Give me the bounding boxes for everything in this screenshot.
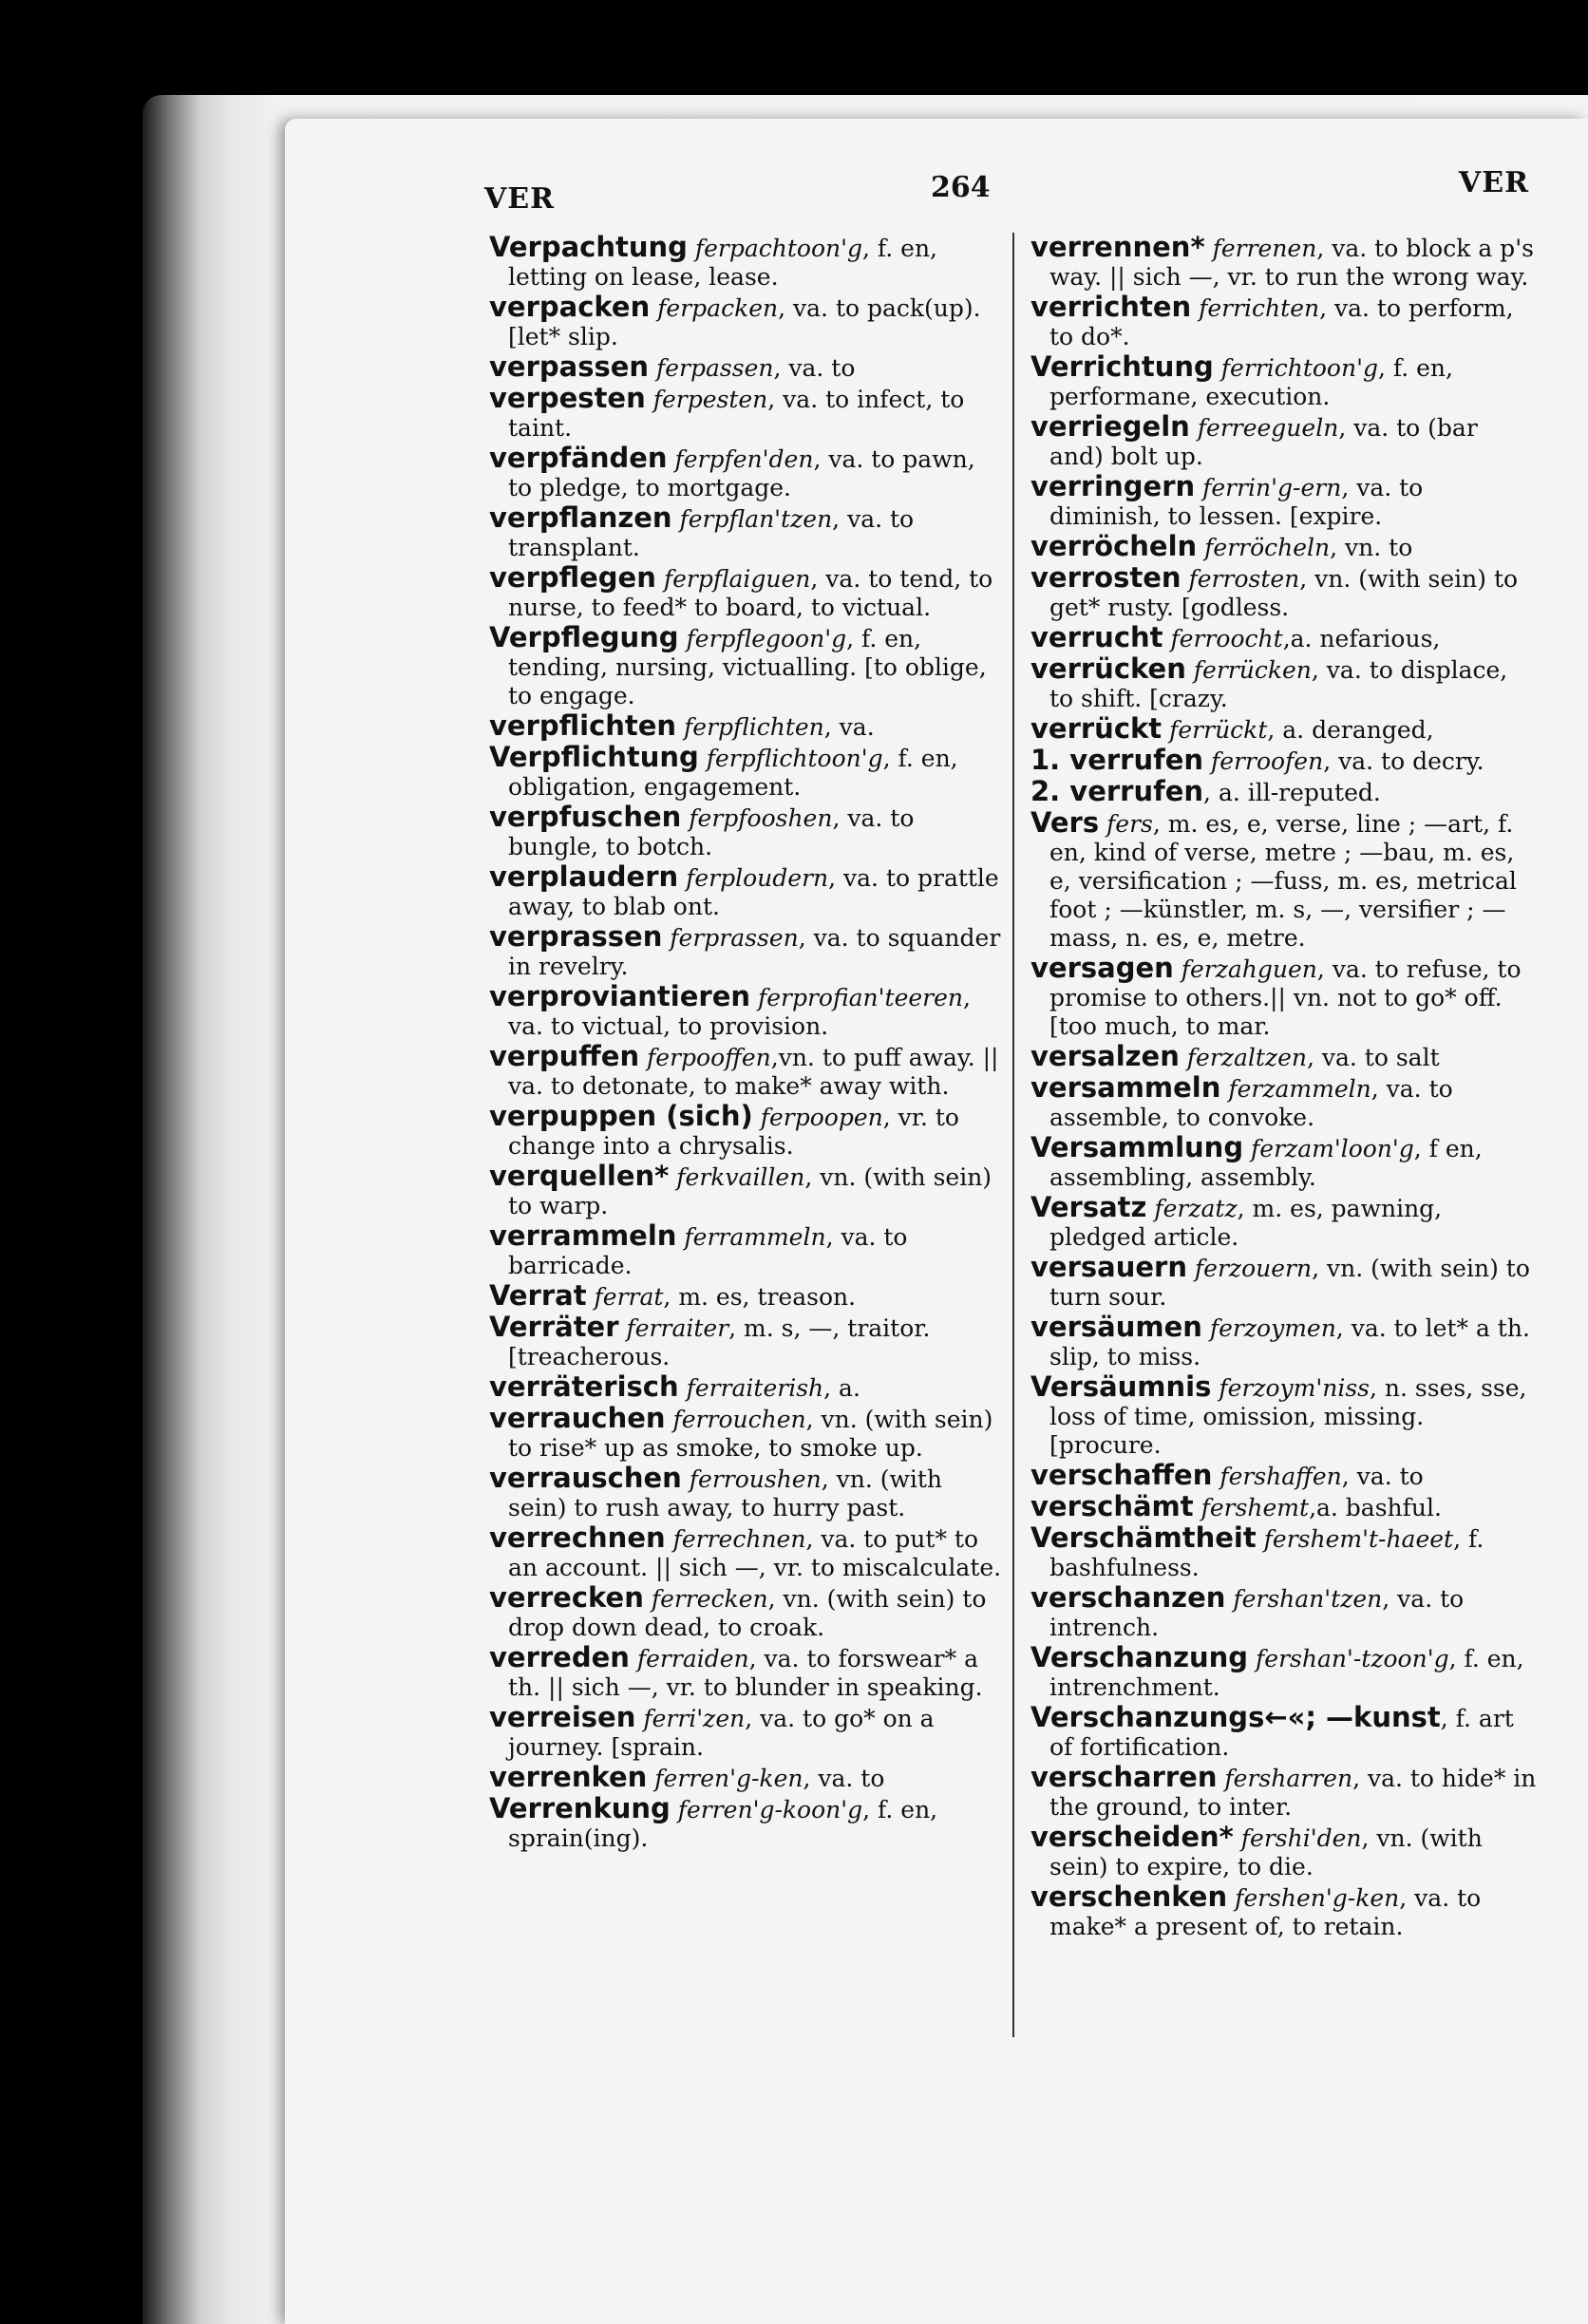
entry-pronunciation: ferpfooshen <box>689 804 833 832</box>
dictionary-entry <box>1030 1882 1539 1941</box>
entry-definition: , va. to barricade. <box>508 1223 908 1279</box>
entry-headword: verräterisch <box>489 1370 679 1403</box>
entry-headword: versäumen <box>1030 1311 1202 1343</box>
entry-definition: , va. to assemble, to convoke. <box>1049 1075 1453 1131</box>
entry-definition: , va. to (bar and) bolt up. <box>1049 414 1478 470</box>
dictionary-entry <box>489 503 1002 562</box>
dictionary-entry <box>1030 654 1539 713</box>
entry-pronunciation: ferrechnen <box>672 1525 806 1553</box>
dictionary-entry <box>489 862 1002 921</box>
entry-headword: Verrat <box>489 1279 587 1312</box>
dictionary-entry <box>1030 1492 1539 1522</box>
entry-headword: verrecken <box>489 1581 644 1614</box>
dictionary-entry <box>1030 746 1539 776</box>
entry-definition: , va. to <box>1341 1463 1424 1490</box>
entry-definition: , f. en, obligation, engagement. <box>508 745 958 801</box>
entry-definition: , va. to infect, to taint. <box>508 386 965 442</box>
entry-pronunciation: ferpfen'den <box>674 445 814 473</box>
entry-definition: , va. to let* a th. slip, to miss. <box>1049 1314 1530 1370</box>
dictionary-entry <box>1030 472 1539 531</box>
entry-definition: , f. en, intrenchment. <box>1049 1645 1524 1701</box>
entry-pronunciation: ferren'g-koon'g <box>677 1796 863 1823</box>
dictionary-entry <box>1030 352 1539 411</box>
dictionary-entry <box>1030 1461 1539 1491</box>
column-divider <box>1012 233 1014 2037</box>
dictionary-entry <box>489 1643 1002 1702</box>
dictionary-entry <box>489 1523 1002 1582</box>
entry-headword: verrammeln <box>489 1219 677 1252</box>
entry-headword: verrauchen <box>489 1402 666 1434</box>
entry-headword: Vers <box>1030 806 1100 839</box>
dictionary-entry <box>489 1221 1002 1280</box>
entry-headword: Versäumnis <box>1030 1370 1212 1403</box>
entry-definition: , vn. (with sein) to get* rusty. [godless. <box>1049 565 1519 621</box>
dictionary-entry <box>489 1763 1002 1793</box>
dictionary-entry <box>1030 777 1539 807</box>
entry-definition: , va. to prattle away, to blab ont. <box>508 864 999 920</box>
dictionary-entry <box>1030 1583 1539 1642</box>
entry-definition: , va. to hide* in the ground, to inter. <box>1049 1765 1537 1821</box>
entry-pronunciation: ferpflan'tzen <box>679 505 833 533</box>
dictionary-entry <box>489 1794 1002 1853</box>
entry-pronunciation: ferrin'g-ern <box>1202 474 1342 501</box>
entry-definition: , vn. to <box>1330 534 1413 561</box>
entry-pronunciation: ferrammeln <box>684 1223 826 1251</box>
dictionary-entry <box>489 803 1002 861</box>
dictionary-entry <box>489 623 1002 710</box>
dictionary-entry <box>489 233 1002 292</box>
entry-pronunciation: ferzatz <box>1154 1195 1238 1222</box>
entry-pronunciation: ferrenen <box>1212 235 1317 262</box>
entry-headword: Versammlung <box>1030 1131 1244 1163</box>
entry-headword: verrosten <box>1030 561 1182 594</box>
entry-pronunciation: ferrosten <box>1188 565 1300 593</box>
entry-definition: ,a. nefarious, <box>1282 625 1441 652</box>
entry-headword: verschenken <box>1030 1880 1228 1913</box>
page-header <box>484 166 1529 218</box>
entry-headword: Verräter <box>489 1311 619 1343</box>
entry-definition: , va. to pack(up). [let* slip. <box>508 294 981 350</box>
entry-pronunciation: fershaffen <box>1219 1463 1342 1490</box>
entry-pronunciation: fershen'g-ken <box>1235 1884 1400 1912</box>
entry-pronunciation: ferraiter <box>626 1314 729 1342</box>
entry-pronunciation: ferröcheln <box>1204 534 1331 561</box>
entry-definition: , va. to go* on a journey. [sprain. <box>508 1705 935 1761</box>
entry-headword: verringern <box>1030 470 1196 502</box>
entry-pronunciation: ferrouchen <box>672 1406 806 1433</box>
entry-definition: , vn. (with sein) to turn sour. <box>1049 1255 1530 1311</box>
entry-headword: verpflegen <box>489 561 656 594</box>
entry-definition: , m. es, pawning, pledged article. <box>1049 1195 1443 1251</box>
dictionary-entry <box>489 743 1002 802</box>
entry-pronunciation: ferpoopen <box>760 1104 883 1131</box>
entry-definition: , a. deranged, <box>1267 716 1434 744</box>
entry-headword: Verschämtheit <box>1030 1521 1257 1554</box>
entry-headword: verrenken <box>489 1761 648 1793</box>
entry-definition: , vn. (with sein) to warp. <box>508 1163 992 1219</box>
entry-headword: verreisen <box>489 1701 636 1733</box>
entry-definition: , m. es, treason. <box>663 1283 857 1311</box>
entry-headword: Verrenkung <box>489 1792 671 1824</box>
dictionary-entry <box>1030 532 1539 562</box>
entry-headword: 1. verrufen <box>1030 744 1204 776</box>
entry-headword: verrücken <box>1030 652 1186 685</box>
dictionary-entry <box>1030 714 1539 745</box>
entry-pronunciation: ferren'g-ken <box>654 1765 803 1792</box>
entry-headword: versagen <box>1030 952 1174 984</box>
entry-headword: verpflanzen <box>489 501 672 534</box>
entry-definition: , a. <box>823 1374 860 1402</box>
dictionary-entry <box>1030 1042 1539 1072</box>
entry-pronunciation: fershemt <box>1200 1494 1310 1521</box>
entry-headword: verpassen <box>489 350 650 383</box>
entry-pronunciation: ferroofen <box>1211 747 1324 775</box>
entry-headword: Verpflichtung <box>489 741 699 773</box>
entry-definition: , va. to perform, to do*. <box>1049 294 1514 350</box>
entry-definition: ,vn. to puff away. || va. to detonate, to make* away with. <box>508 1044 999 1100</box>
dictionary-entry <box>489 982 1002 1041</box>
entry-pronunciation: fershi'den <box>1240 1824 1362 1852</box>
dictionary-entry <box>489 1102 1002 1161</box>
entry-definition: , vn. (with sein) to rush away, to hurry past. <box>508 1465 943 1521</box>
entry-headword: 2. verrufen <box>1030 775 1204 807</box>
dictionary-entry <box>1030 1313 1539 1371</box>
dictionary-entry <box>1030 623 1539 653</box>
dictionary-entry <box>489 1464 1002 1522</box>
entry-pronunciation: ferroushen <box>689 1465 822 1493</box>
entry-definition: , f. en, performane, execution. <box>1049 354 1453 410</box>
entry-headword: verschaffen <box>1030 1459 1213 1491</box>
entry-headword: verpfuschen <box>489 801 682 833</box>
entry-pronunciation: ferrückt <box>1169 716 1268 744</box>
dictionary-entry <box>1030 1823 1539 1881</box>
entry-definition: , f. en, tending, nursing, victualling. [to oblige, to engage. <box>508 625 987 709</box>
entry-pronunciation: fershan'-tzoon'g <box>1256 1645 1449 1672</box>
entry-pronunciation: ferzam'loon'g <box>1251 1135 1414 1162</box>
entry-definition: , va. to salt <box>1306 1044 1440 1071</box>
entry-pronunciation: ferzammeln <box>1228 1075 1371 1103</box>
dictionary-entry <box>1030 412 1539 471</box>
entry-definition: , f. en, letting on lease, lease. <box>508 235 937 291</box>
dictionary-entry <box>489 711 1002 742</box>
entry-pronunciation: ferzoymen <box>1209 1314 1336 1342</box>
entry-headword: versauern <box>1030 1251 1187 1283</box>
entry-headword: verscheiden* <box>1030 1821 1234 1853</box>
entry-definition: , va. to forswear* a th. || sich —, vr. to blunder in speaking. <box>508 1645 983 1701</box>
entry-pronunciation: ferpflegoon'g <box>686 625 847 652</box>
dictionary-entry <box>489 1313 1002 1371</box>
entry-definition: , va. to put* to an account. || sich —, vr. to miscalculate. <box>508 1525 1002 1581</box>
dictionary-entry <box>489 444 1002 502</box>
entry-pronunciation: ferpachtoon'g <box>694 235 862 262</box>
entry-definition: , m. es, e, verse, line ; —art, f. en, kind of verse, metre ; —bau, m. es, e, versification ; —fuss, m. es, metrical foot ; —künstler, m. s, —, versifier ; —mass, n. es, e, metre. <box>1049 810 1517 952</box>
entry-headword: verpflichten <box>489 709 677 742</box>
entry-pronunciation: ferroocht <box>1170 625 1283 652</box>
entry-definition: , f. en, sprain(ing). <box>508 1796 938 1852</box>
entry-headword: verpuffen <box>489 1040 640 1072</box>
entry-definition: , va. <box>823 713 875 741</box>
entry-headword: versammeln <box>1030 1071 1221 1104</box>
dictionary-entry <box>1030 1703 1539 1762</box>
entry-pronunciation: ferzouern <box>1194 1255 1313 1282</box>
entry-definition: , va. to tend, to nurse, to feed* to board, to victual. <box>508 565 993 621</box>
dictionary-entry <box>1030 1253 1539 1312</box>
entry-pronunciation: ferrichten <box>1199 294 1320 322</box>
entry-pronunciation: fershan'tzen <box>1233 1585 1383 1613</box>
entry-pronunciation: ferprofian'teeren <box>757 984 964 1011</box>
entry-headword: Verschanzungs←«; —kunst <box>1030 1701 1441 1733</box>
entry-pronunciation: ferzaltzen <box>1186 1044 1307 1071</box>
entry-pronunciation: ferpacken <box>657 294 779 322</box>
entry-pronunciation: ferraiden <box>636 1645 749 1672</box>
dictionary-entry <box>489 352 1002 383</box>
right-column <box>1030 233 1539 1942</box>
entry-definition: , va. to block a p's way. || sich —, vr. to run the wrong way. <box>1049 235 1534 291</box>
dictionary-entry <box>1030 1372 1539 1460</box>
entry-definition: , va. to <box>803 1765 885 1792</box>
entry-definition: , va. to <box>773 354 856 382</box>
dictionary-entry <box>489 1162 1002 1220</box>
header-guide-word-right: VER <box>1458 166 1529 199</box>
entry-definition: , a. ill-reputed. <box>1203 779 1381 806</box>
dictionary-entry <box>489 563 1002 622</box>
dictionary-entry <box>1030 1193 1539 1252</box>
entry-definition: , va. to make* a present of, to retain. <box>1049 1884 1482 1940</box>
entry-pronunciation: fersharren <box>1224 1765 1353 1792</box>
entry-definition: , va. to refuse, to promise to others.|| vn. not to go* off.[too much, to mar. <box>1049 955 1522 1040</box>
entry-pronunciation: ferri'zen <box>643 1705 746 1732</box>
entry-definition: , vn. (with sein) to drop down dead, to croak. <box>508 1585 987 1641</box>
entry-definition: , va. to pawn, to pledge, to mortgage. <box>508 445 975 501</box>
entry-pronunciation: ferrücken <box>1193 656 1312 684</box>
entry-pronunciation: fers <box>1106 810 1153 838</box>
dictionary-entry <box>1030 1763 1539 1822</box>
entry-headword: verrucht <box>1030 621 1163 653</box>
entry-definition: , m. s, —, traitor. [treacherous. <box>508 1314 931 1370</box>
entry-definition: , vn. (with sein) to expire, to die. <box>1049 1824 1483 1880</box>
entry-pronunciation: ferrichtoon'g <box>1220 354 1378 382</box>
entry-pronunciation: ferzahguen <box>1181 955 1317 983</box>
dictionary-entry <box>489 1042 1002 1101</box>
entry-headword: verpacken <box>489 291 651 323</box>
entry-headword: verpesten <box>489 382 646 414</box>
entry-pronunciation: ferpesten <box>652 386 768 413</box>
entry-headword: verrauschen <box>489 1462 682 1494</box>
entry-pronunciation: ferpooffen <box>647 1044 771 1071</box>
dictionary-entry <box>1030 293 1539 351</box>
entry-headword: verrückt <box>1030 712 1163 745</box>
entry-pronunciation: ferploudern <box>686 864 829 892</box>
entry-definition: , va. to intrench. <box>1049 1585 1465 1641</box>
dictionary-entry <box>1030 1523 1539 1582</box>
dictionary-entry <box>1030 808 1539 953</box>
entry-headword: verquellen* <box>489 1160 670 1192</box>
entry-definition: , va. to displace, to shift. [crazy. <box>1049 656 1508 712</box>
entry-headword: verrennen* <box>1030 231 1205 263</box>
entry-definition: , va. to squander in revelry. <box>508 924 1001 980</box>
entry-definition: , va. to transplant. <box>508 505 915 561</box>
entry-pronunciation: ferzoym'niss <box>1219 1374 1371 1402</box>
dictionary-entry <box>1030 233 1539 292</box>
entry-pronunciation: ferrat <box>594 1283 664 1311</box>
entry-headword: verprassen <box>489 920 663 953</box>
entry-definition: , f en, assembling, assembly. <box>1049 1135 1483 1191</box>
entry-pronunciation: ferprassen <box>670 924 799 952</box>
dictionary-entry <box>1030 954 1539 1041</box>
entry-definition: , va. to bungle, to botch. <box>508 804 915 860</box>
entry-headword: verrechnen <box>489 1521 666 1554</box>
header-guide-word-left: VER <box>484 182 556 216</box>
entry-definition: ,a. bashful. <box>1309 1494 1442 1521</box>
dictionary-entry <box>1030 1643 1539 1702</box>
dictionary-entry <box>489 1372 1002 1403</box>
entry-headword: Verpachtung <box>489 231 688 263</box>
dictionary-entry <box>489 922 1002 981</box>
entry-headword: verscharren <box>1030 1761 1218 1793</box>
entry-definition: , f. art of fortification. <box>1049 1705 1514 1761</box>
entry-pronunciation: fershem't-haeet <box>1263 1525 1454 1553</box>
entry-pronunciation: ferpassen <box>656 354 774 382</box>
dictionary-entry <box>489 1281 1002 1312</box>
dictionary-entry <box>1030 1073 1539 1132</box>
entry-pronunciation: ferpflichten <box>684 713 824 741</box>
entry-pronunciation: ferreegueln <box>1197 414 1339 442</box>
entry-headword: verriegeln <box>1030 410 1190 443</box>
entry-headword: Verrichtung <box>1030 350 1214 383</box>
dictionary-entry <box>489 1583 1002 1642</box>
entry-definition: , va. to diminish, to lessen. [expire. <box>1049 474 1424 530</box>
dictionary-entry <box>1030 563 1539 622</box>
entry-pronunciation: ferkvaillen <box>676 1163 805 1191</box>
entry-definition: , vr. to change into a chrysalis. <box>508 1104 959 1160</box>
entry-headword: verpuppen (sich) <box>489 1100 753 1132</box>
entry-headword: verpfänden <box>489 442 668 474</box>
entry-headword: Verpflegung <box>489 621 679 653</box>
entry-headword: verschanzen <box>1030 1581 1226 1614</box>
entry-pronunciation: ferraiterish <box>686 1374 824 1402</box>
entry-definition: , va. to decry. <box>1323 747 1484 775</box>
dictionary-entry <box>489 1703 1002 1762</box>
entry-definition: , f. bashfulness. <box>1049 1525 1484 1581</box>
left-column <box>489 233 1002 1854</box>
entry-headword: verröcheln <box>1030 530 1198 562</box>
page-number: 264 <box>931 171 991 204</box>
entry-pronunciation: ferpflaiguen <box>663 565 811 593</box>
entry-headword: versalzen <box>1030 1040 1180 1072</box>
dictionary-entry <box>489 1404 1002 1463</box>
entry-headword: verrichten <box>1030 291 1192 323</box>
entry-pronunciation: ferrecken <box>651 1585 768 1613</box>
dictionary-entry <box>489 384 1002 443</box>
dictionary-entry <box>1030 1133 1539 1192</box>
entry-headword: verplaudern <box>489 860 679 893</box>
entry-pronunciation: ferpflichtoon'g <box>706 745 883 772</box>
entry-definition: , va. to victual, to provision. <box>508 984 971 1040</box>
entry-headword: verschämt <box>1030 1490 1194 1522</box>
dictionary-entry <box>489 293 1002 351</box>
entry-headword: verreden <box>489 1641 630 1673</box>
entry-headword: Verschanzung <box>1030 1641 1249 1673</box>
entry-headword: verproviantieren <box>489 980 751 1012</box>
entry-definition: , n. sses, sse, loss of time, omission, missing. [procure. <box>1049 1374 1527 1459</box>
entry-headword: Versatz <box>1030 1191 1147 1223</box>
entry-definition: , vn. (with sein) to rise* up as smoke, to smoke up. <box>508 1406 993 1462</box>
